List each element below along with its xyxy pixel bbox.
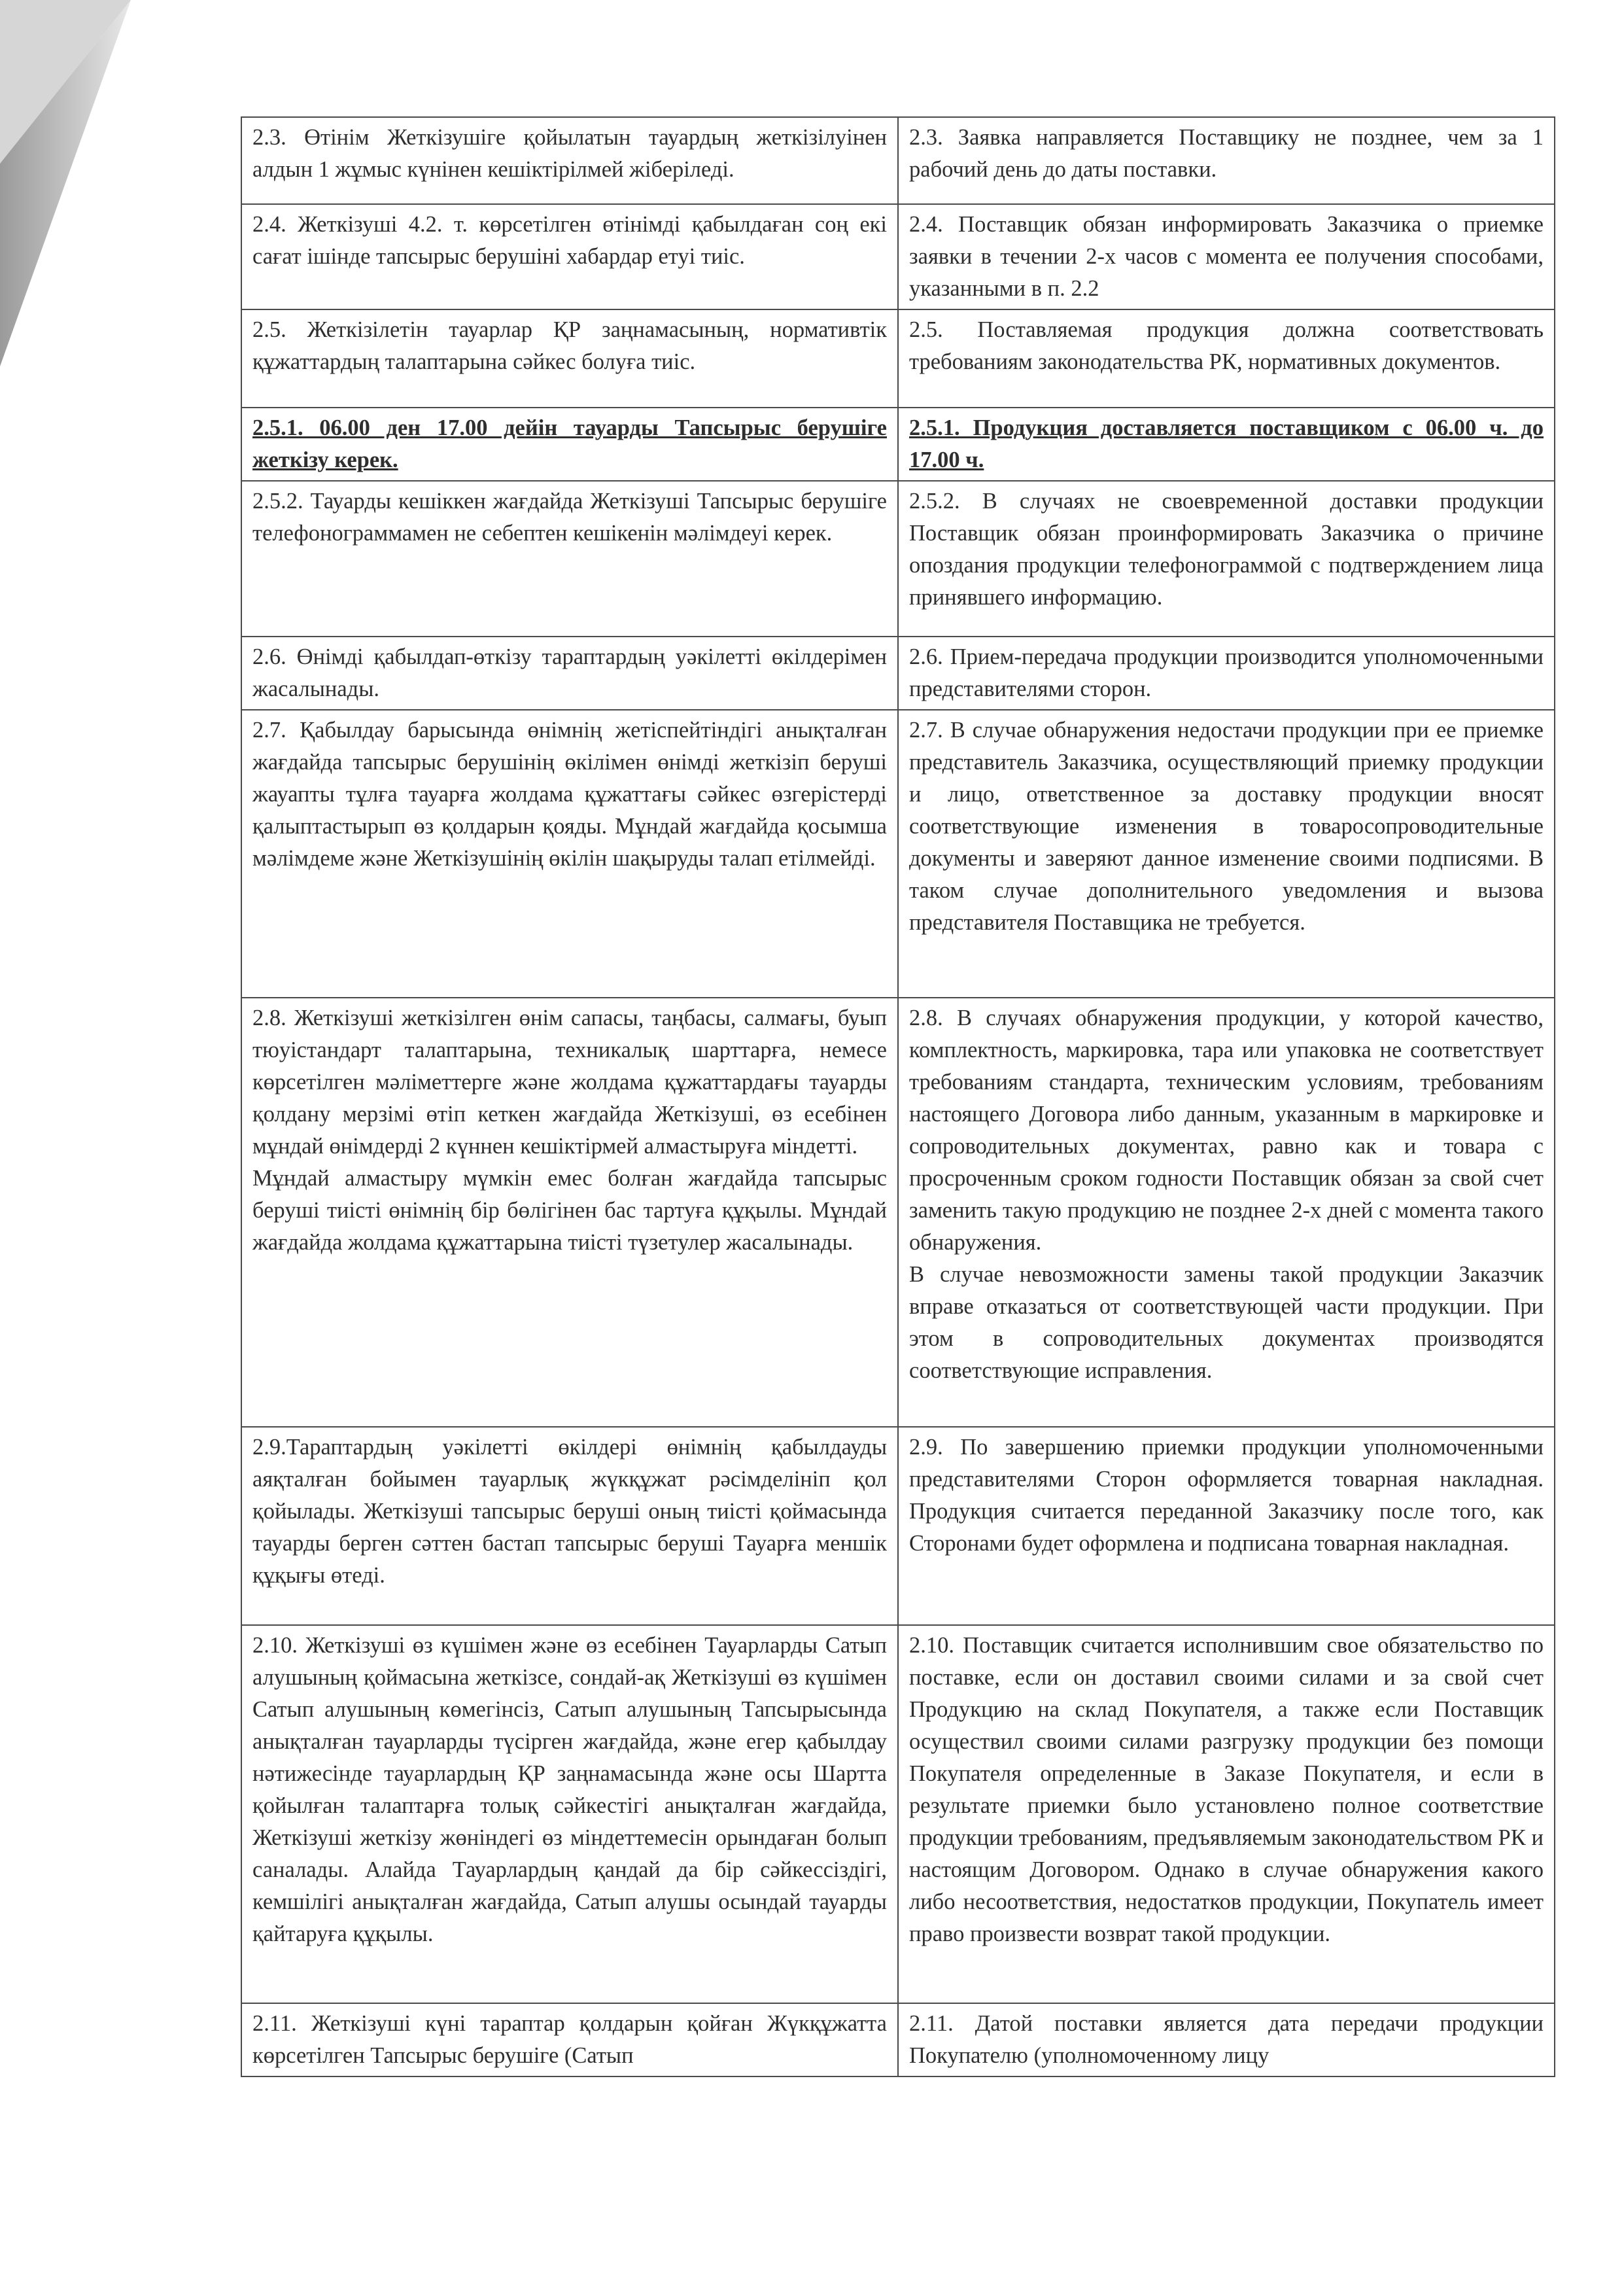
- russian-clause-cell: [898, 710, 1555, 998]
- clause-text-ru: 2.9. По завершению приемки продукции уполномоченными представителями Сторон оформляется товарная накладная. Продукция считается переданной Заказчику после того, как Сторонами будет оформлена и подписана товарная накладная.: [909, 1435, 1544, 1556]
- clause-text-kz: 2.5. Жеткізілетін тауарлар ҚР заңнамасының, нормативтік құжаттардың талаптарына сәйкес болуға тиіс.: [252, 317, 887, 374]
- clause-text-ru: 2.3. Заявка направляется Поставщику не позднее, чем за 1 рабочий день до даты поставки.: [909, 125, 1544, 182]
- table-row: [241, 309, 1555, 408]
- clause-text-kz: 2.5.2. Тауарды кешіккен жағдайда Жеткізуші Тапсырыс берушіге телефонограммамен не себептен кешікенін мәлімдеуі керек.: [252, 489, 887, 546]
- russian-clause-cell: [898, 481, 1555, 637]
- clause-text-ru: 2.5.2. В случаях не своевременной доставки продукции Поставщик обязан проинформировать Заказчика о причине опоздания продукции телефонограммой с подтверждением лица принявшего информацию.: [909, 489, 1544, 610]
- table-row: [241, 637, 1555, 710]
- russian-clause-cell: [898, 204, 1555, 309]
- clause-text-kz: 2.3. Өтінім Жеткізушіге қойылатын тауардың жеткізілуінен алдын 1 жұмыс күнінен кешіктірілмей жіберіледі.: [252, 125, 887, 182]
- kazakh-clause-cell: [241, 1427, 898, 1625]
- clause-text-ru: 2.5. Поставляемая продукция должна соответствовать требованиям законодательства РК, нормативных документов.: [909, 317, 1544, 374]
- russian-clause-cell: [898, 998, 1555, 1427]
- table-row: [241, 481, 1555, 637]
- clause-text-ru: 2.7. В случае обнаружения недостачи продукции при ее приемке представитель Заказчика, осуществляющий приемку продукции и лицо, ответственное за доставку продукции вносят соответствующие изменения в товаросопроводительные документы и заверяют данное изменение своими подписями. В таком случае дополнительного уведомления и вызова представителя Поставщика не требуется.: [909, 718, 1544, 935]
- russian-clause-cell: [898, 637, 1555, 710]
- kazakh-clause-cell: [241, 2003, 898, 2076]
- clause-text-ru: 2.4. Поставщик обязан информировать Заказчика о приемке заявки в течении 2-х часов с момента ее получения способами, указанными в п. 2.2: [909, 212, 1544, 301]
- clause-text-kz: 2.9.Тараптардың уәкілетті өкілдері өнімнің қабылдауды аяқталған бойымен тауарлық жүкқұжат рәсімделініп қол қойылады. Жеткізуші тапсырыс беруші оның тиісті қоймасында тауарды берген сәттен бастап тапсырыс беруші Тауарға меншік құқығы өтеді.: [252, 1435, 887, 1588]
- russian-clause-cell: [898, 117, 1555, 204]
- russian-clause-cell: [898, 2003, 1555, 2076]
- table-row: [241, 117, 1555, 204]
- clause-text-ru-continued: В случае невозможности замены такой продукции Заказчик вправе отказаться от соответствующей части продукции. При этом в сопроводительных документах производятся соответствующие исправления.: [909, 1262, 1544, 1383]
- clause-text-kz: 2.5.1. 06.00 ден 17.00 дейін тауарды Тапсырыс берушіге жеткізу керек.: [252, 415, 887, 472]
- clause-text-ru: 2.11. Датой поставки является дата передачи продукции Покупателю (уполномоченному лицу: [909, 2011, 1544, 2068]
- kazakh-clause-cell: [241, 204, 898, 309]
- kazakh-clause-cell: [241, 408, 898, 481]
- kazakh-clause-cell: [241, 481, 898, 637]
- kazakh-clause-cell: [241, 117, 898, 204]
- kazakh-clause-cell: [241, 710, 898, 998]
- russian-clause-cell: [898, 408, 1555, 481]
- russian-clause-cell: [898, 309, 1555, 408]
- table-row: [241, 408, 1555, 481]
- table-row: [241, 998, 1555, 1427]
- table-row: [241, 1625, 1555, 2003]
- clause-text-ru: 2.8. В случаях обнаружения продукции, у которой качество, комплектность, маркировка, тара или упаковка не соответствует требованиям стандарта, техническим условиям, требованиям настоящего Договора либо данным, указанным в маркировке и сопроводительных документах, равно как и товара с просроченным сроком годности Поставщик обязан за свой счет заменить такую продукцию не позднее 2-х дней с момента такого обнаружения.: [909, 1006, 1544, 1255]
- kazakh-clause-cell: [241, 1625, 898, 2003]
- russian-clause-cell: [898, 1427, 1555, 1625]
- clause-text-kz-continued: Мұндай алмастыру мүмкін емес болған жағдайда тапсырыс беруші тиісті өнімнің бір бөлігінен бас тартуға құқылы. Мұндай жағдайда жолдама құжаттарына тиісті түзетулер жасалынады.: [252, 1166, 887, 1255]
- table-row: [241, 2003, 1555, 2076]
- contract-terms-table: [241, 116, 1555, 2077]
- clause-text-ru: 2.10. Поставщик считается исполнившим свое обязательство по поставке, если он доставил своими силами и за свой счет Продукцию на склад Покупателя, а также если Поставщик осуществил своими силами разгрузку продукции без помощи Покупателя определенные в Заказе Покупателя, и если в результате приемки было установлено полное соответствие продукции требованиям, предъявляемым законодательством РК и настоящим Договором. Однако в случае обнаружения какого либо несоответствия, недостатков продукции, Покупатель имеет право произвести возврат такой продукции.: [909, 1633, 1544, 1946]
- table-row: [241, 710, 1555, 998]
- clause-text-ru: 2.5.1. Продукция доставляется поставщиком с 06.00 ч. до 17.00 ч.: [909, 415, 1544, 472]
- kazakh-clause-cell: [241, 309, 898, 408]
- russian-clause-cell: [898, 1625, 1555, 2003]
- clause-text-ru: 2.6. Прием-передача продукции производится уполномоченными представителями сторон.: [909, 644, 1544, 701]
- clause-text-kz: 2.10. Жеткізуші өз күшімен және өз есебінен Тауарларды Сатып алушының қоймасына жеткізсе, сондай-ақ Жеткізуші өз күшімен Сатып алушының көмегінсіз, Сатып алушының Тапсырысында анықталған тауарларды түсірген жағдайда, және егер қабылдау нәтижесінде тауарлардың ҚР заңнамасында және осы Шартта қойылған талаптарға толық сәйкестігі анықталған жағдайда, Жеткізуші жеткізу жөніндегі өз міндеттемесін орындаған болып саналады. Алайда Тауарлардың қандай да бір сәйкессіздігі, кемшілігі анықталған жағдайда, Сатып алушы осындай тауарды қайтаруға құқылы.: [252, 1633, 887, 1946]
- clause-text-kz: 2.4. Жеткізуші 4.2. т. көрсетілген өтінімді қабылдаған соң екі сағат ішінде тапсырыс берушіні хабардар етуі тиіс.: [252, 212, 887, 269]
- clause-text-kz: 2.6. Өнімді қабылдап-өткізу тараптардың уәкілетті өкілдерімен жасалынады.: [252, 644, 887, 701]
- kazakh-clause-cell: [241, 637, 898, 710]
- kazakh-clause-cell: [241, 998, 898, 1427]
- clause-text-kz: 2.8. Жеткізуші жеткізілген өнім сапасы, таңбасы, салмағы, буып тюуістандарт талаптарына, техникалық шарттарға, немесе көрсетілген мәліметтерге және жолдама құжаттардағы тауарды қолдану мерзімі өтіп кеткен жағдайда Жеткізуші, өз есебінен мұндай өнімдерді 2 күннен кешіктірмей алмастыруға міндетті.: [252, 1006, 887, 1159]
- table-row: [241, 1427, 1555, 1625]
- clause-text-kz: 2.7. Қабылдау барысында өнімнің жетіспейтіндігі анықталған жағдайда тапсырыс берушінің өкілімен өнімді жеткізіп беруші жауапты тұлға тауарға жолдама құжаттағы сәйкес өзгерістерді қалыптастырып өз қолдарын қояды. Мұндай жағдайда қосымша мәлімдеме және Жеткізушінің өкілін шақыруды талап етілмейді.: [252, 718, 887, 871]
- clause-text-kz: 2.11. Жеткізуші күні тараптар қолдарын қойған Жүкқұжатта көрсетілген Тапсырыс берушіге (Сатып: [252, 2011, 887, 2068]
- table-row: [241, 204, 1555, 309]
